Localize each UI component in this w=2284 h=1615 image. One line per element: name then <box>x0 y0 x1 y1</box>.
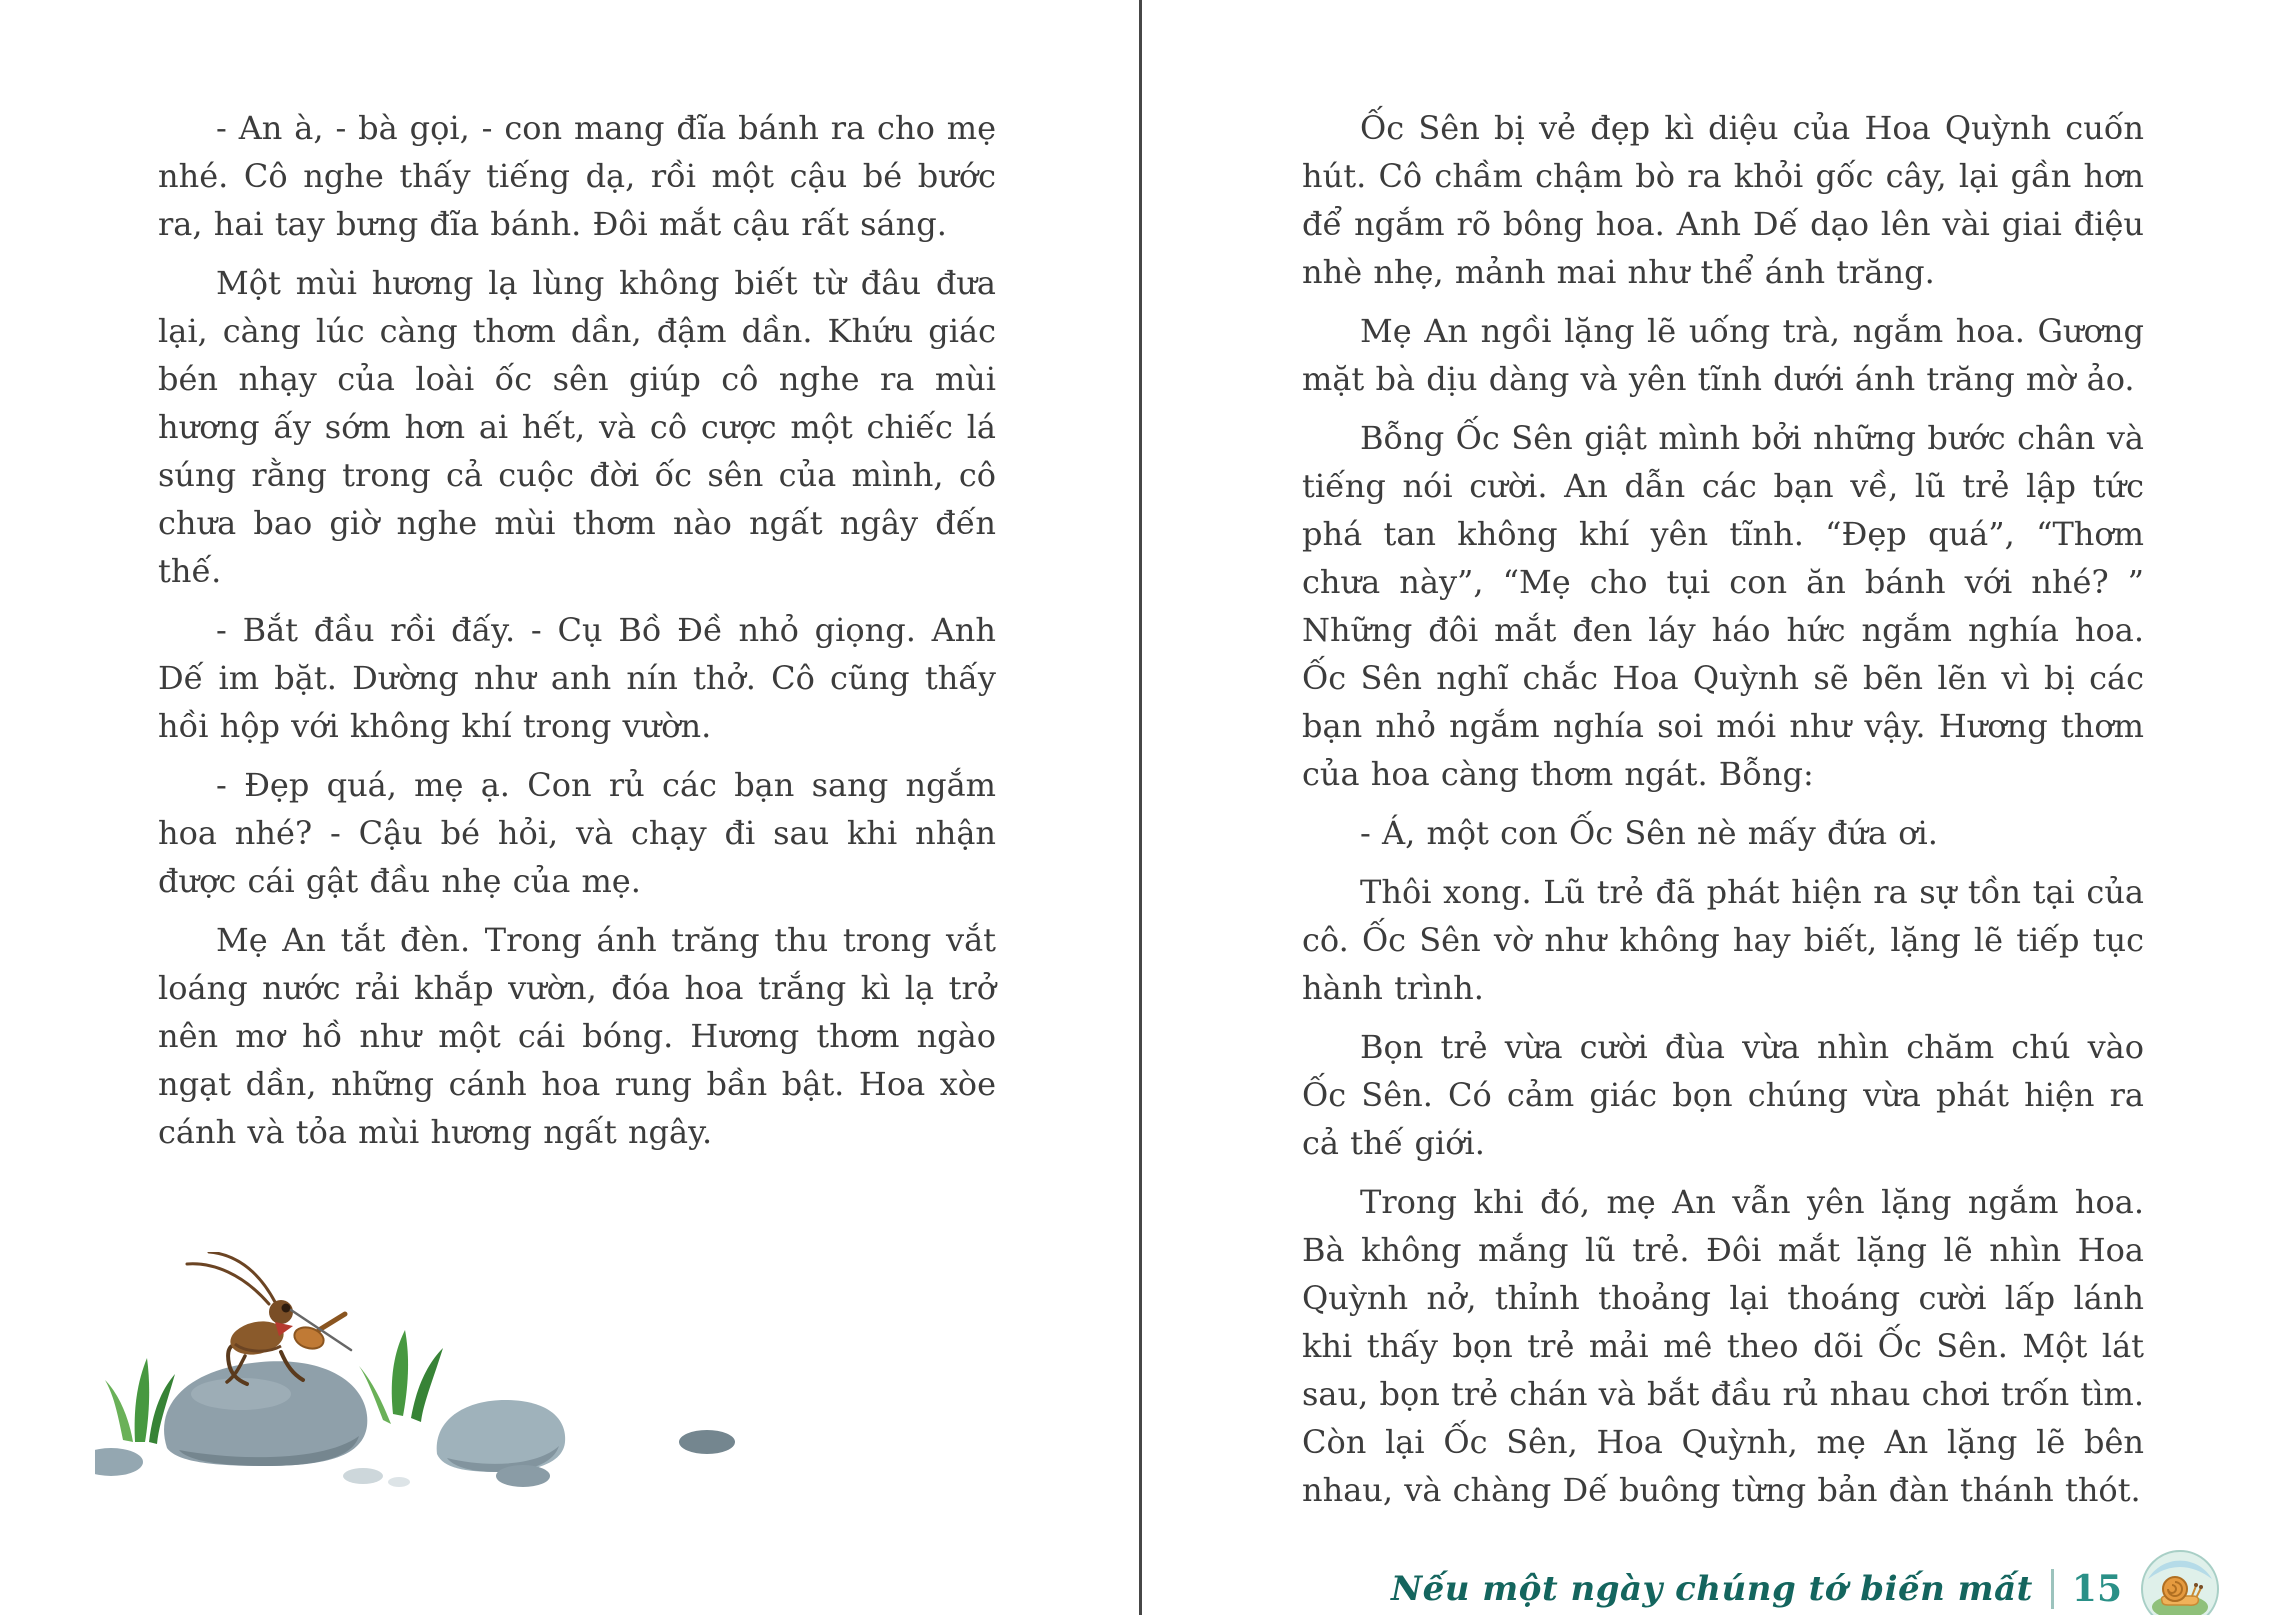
paragraph: Mẹ An tắt đèn. Trong ánh trăng thu trong vắt loáng nước rải khắp vườn, đóa hoa trắng kì lạ trở nên mơ hồ như một cái bóng. Hương thơm ngào ngạt dần, những cánh hoa rung bần bật. Hoa xòe cánh và tỏa mùi hương ngất ngây. <box>158 921 996 1151</box>
pebble <box>343 1468 383 1484</box>
footer-separator <box>2051 1569 2054 1609</box>
page-footer <box>1391 1525 2220 1615</box>
paragraph: - An à, - bà gọi, - con mang đĩa bánh ra cho mẹ nhé. Cô nghe thấy tiếng dạ, rồi một cậu bé bước ra, hai tay bưng đĩa bánh. Đôi mắt cậu rất sáng. <box>158 109 996 243</box>
page-gutter-divider <box>1139 0 1142 1615</box>
violin <box>291 1310 351 1352</box>
paragraph: - Đẹp quá, mẹ ạ. Con rủ các bạn sang ngắm hoa nhé? - Cậu bé hỏi, và chạy đi sau khi nhận được cái gật đầu nhẹ của mẹ. <box>158 766 996 900</box>
paragraph: Ốc Sên bị vẻ đẹp kì diệu của Hoa Quỳnh cuốn hút. Cô chầm chậm bò ra khỏi gốc cây, lại gần hơn để ngắm rõ bông hoa. Anh Dế dạo lên vài giai điệu nhè nhẹ, mảnh mai như thể ánh trăng. <box>1302 109 2144 291</box>
cricket-violin-illustration <box>95 1252 885 1512</box>
paragraph: Trong khi đó, mẹ An vẫn yên lặng ngắm hoa. Bà không mắng lũ trẻ. Đôi mắt lặng lẽ nhìn Hoa Quỳnh nở, thỉnh thoảng lại thoáng cười lấp lánh khi thấy bọn trẻ mải mê theo dõi Ốc Sên. Một lát sau, bọn trẻ chán và bắt đầu rủ nhau chơi trốn tìm. Còn lại Ốc Sên, Hoa Quỳnh, mẹ An lặng lẽ bên nhau, và chàng Dế buông từng bản đàn thánh thót. <box>1302 1183 2144 1509</box>
paragraph: Mẹ An ngồi lặng lẽ uống trà, ngắm hoa. Gương mặt bà dịu dàng và yên tĩnh dưới ánh trăng mờ ảo. <box>1302 312 2144 398</box>
paragraph: Một mùi hương lạ lùng không biết từ đâu đưa lại, càng lúc càng thơm dần, đậm dần. Khứu giác bén nhạy của loài ốc sên giúp cô nghe ra mùi hương ấy sớm hơn ai hết, và cô cược một chiếc lá súng rằng trong cả cuộc đời ốc sên của mình, cô chưa bao giờ nghe mùi thơm nào ngất ngây đến thế. <box>158 264 996 590</box>
small-rock <box>437 1400 565 1472</box>
pebble <box>388 1477 410 1487</box>
book-title: Nếu một ngày chúng tớ biến mất <box>1391 1569 2033 1609</box>
grass-tuft-right <box>359 1330 443 1424</box>
paragraph: Bọn trẻ vừa cười đùa vừa nhìn chăm chú vào Ốc Sên. Có cảm giác bọn chúng vừa phát hiện ra cả thế giới. <box>1302 1028 2144 1162</box>
left-page <box>158 104 996 1167</box>
page-number: 15 <box>2071 1568 2122 1610</box>
pebble <box>679 1430 735 1454</box>
paragraph: Bỗng Ốc Sên giật mình bởi những bước chân và tiếng nói cười. An dẫn các bạn về, lũ trẻ lập tức phá tan không khí yên tĩnh. “Đẹp quá”, “Thơm chưa này”, “Mẹ cho tụi con ăn bánh với nhé? ” Những đôi mắt đen láy háo hức ngắm nghía hoa. Ốc Sên nghĩ chắc Hoa Quỳnh sẽ bẽn lẽn vì bị các bạn nhỏ ngắm nghía soi mói như vậy. Hương thơm của hoa càng thơm ngát. Bỗng: <box>1302 419 2144 793</box>
right-page <box>1302 104 2144 1615</box>
pebble <box>95 1448 143 1476</box>
big-rock <box>164 1361 367 1466</box>
paragraph: - Á, một con Ốc Sên nè mấy đứa ơi. <box>1360 814 1938 852</box>
paragraph: - Bắt đầu rồi đấy. - Cụ Bồ Đề nhỏ giọng. Anh Dế im bặt. Dường như anh nín thở. Cô cũng thấy hồi hộp với không khí trong vườn. <box>158 611 996 745</box>
snail-badge-icon <box>2140 1549 2220 1615</box>
paragraph: Thôi xong. Lũ trẻ đã phát hiện ra sự tồn tại của cô. Ốc Sên vờ như không hay biết, lặng lẽ tiếp tục hành trình. <box>1302 873 2144 1007</box>
pebble <box>496 1465 550 1487</box>
